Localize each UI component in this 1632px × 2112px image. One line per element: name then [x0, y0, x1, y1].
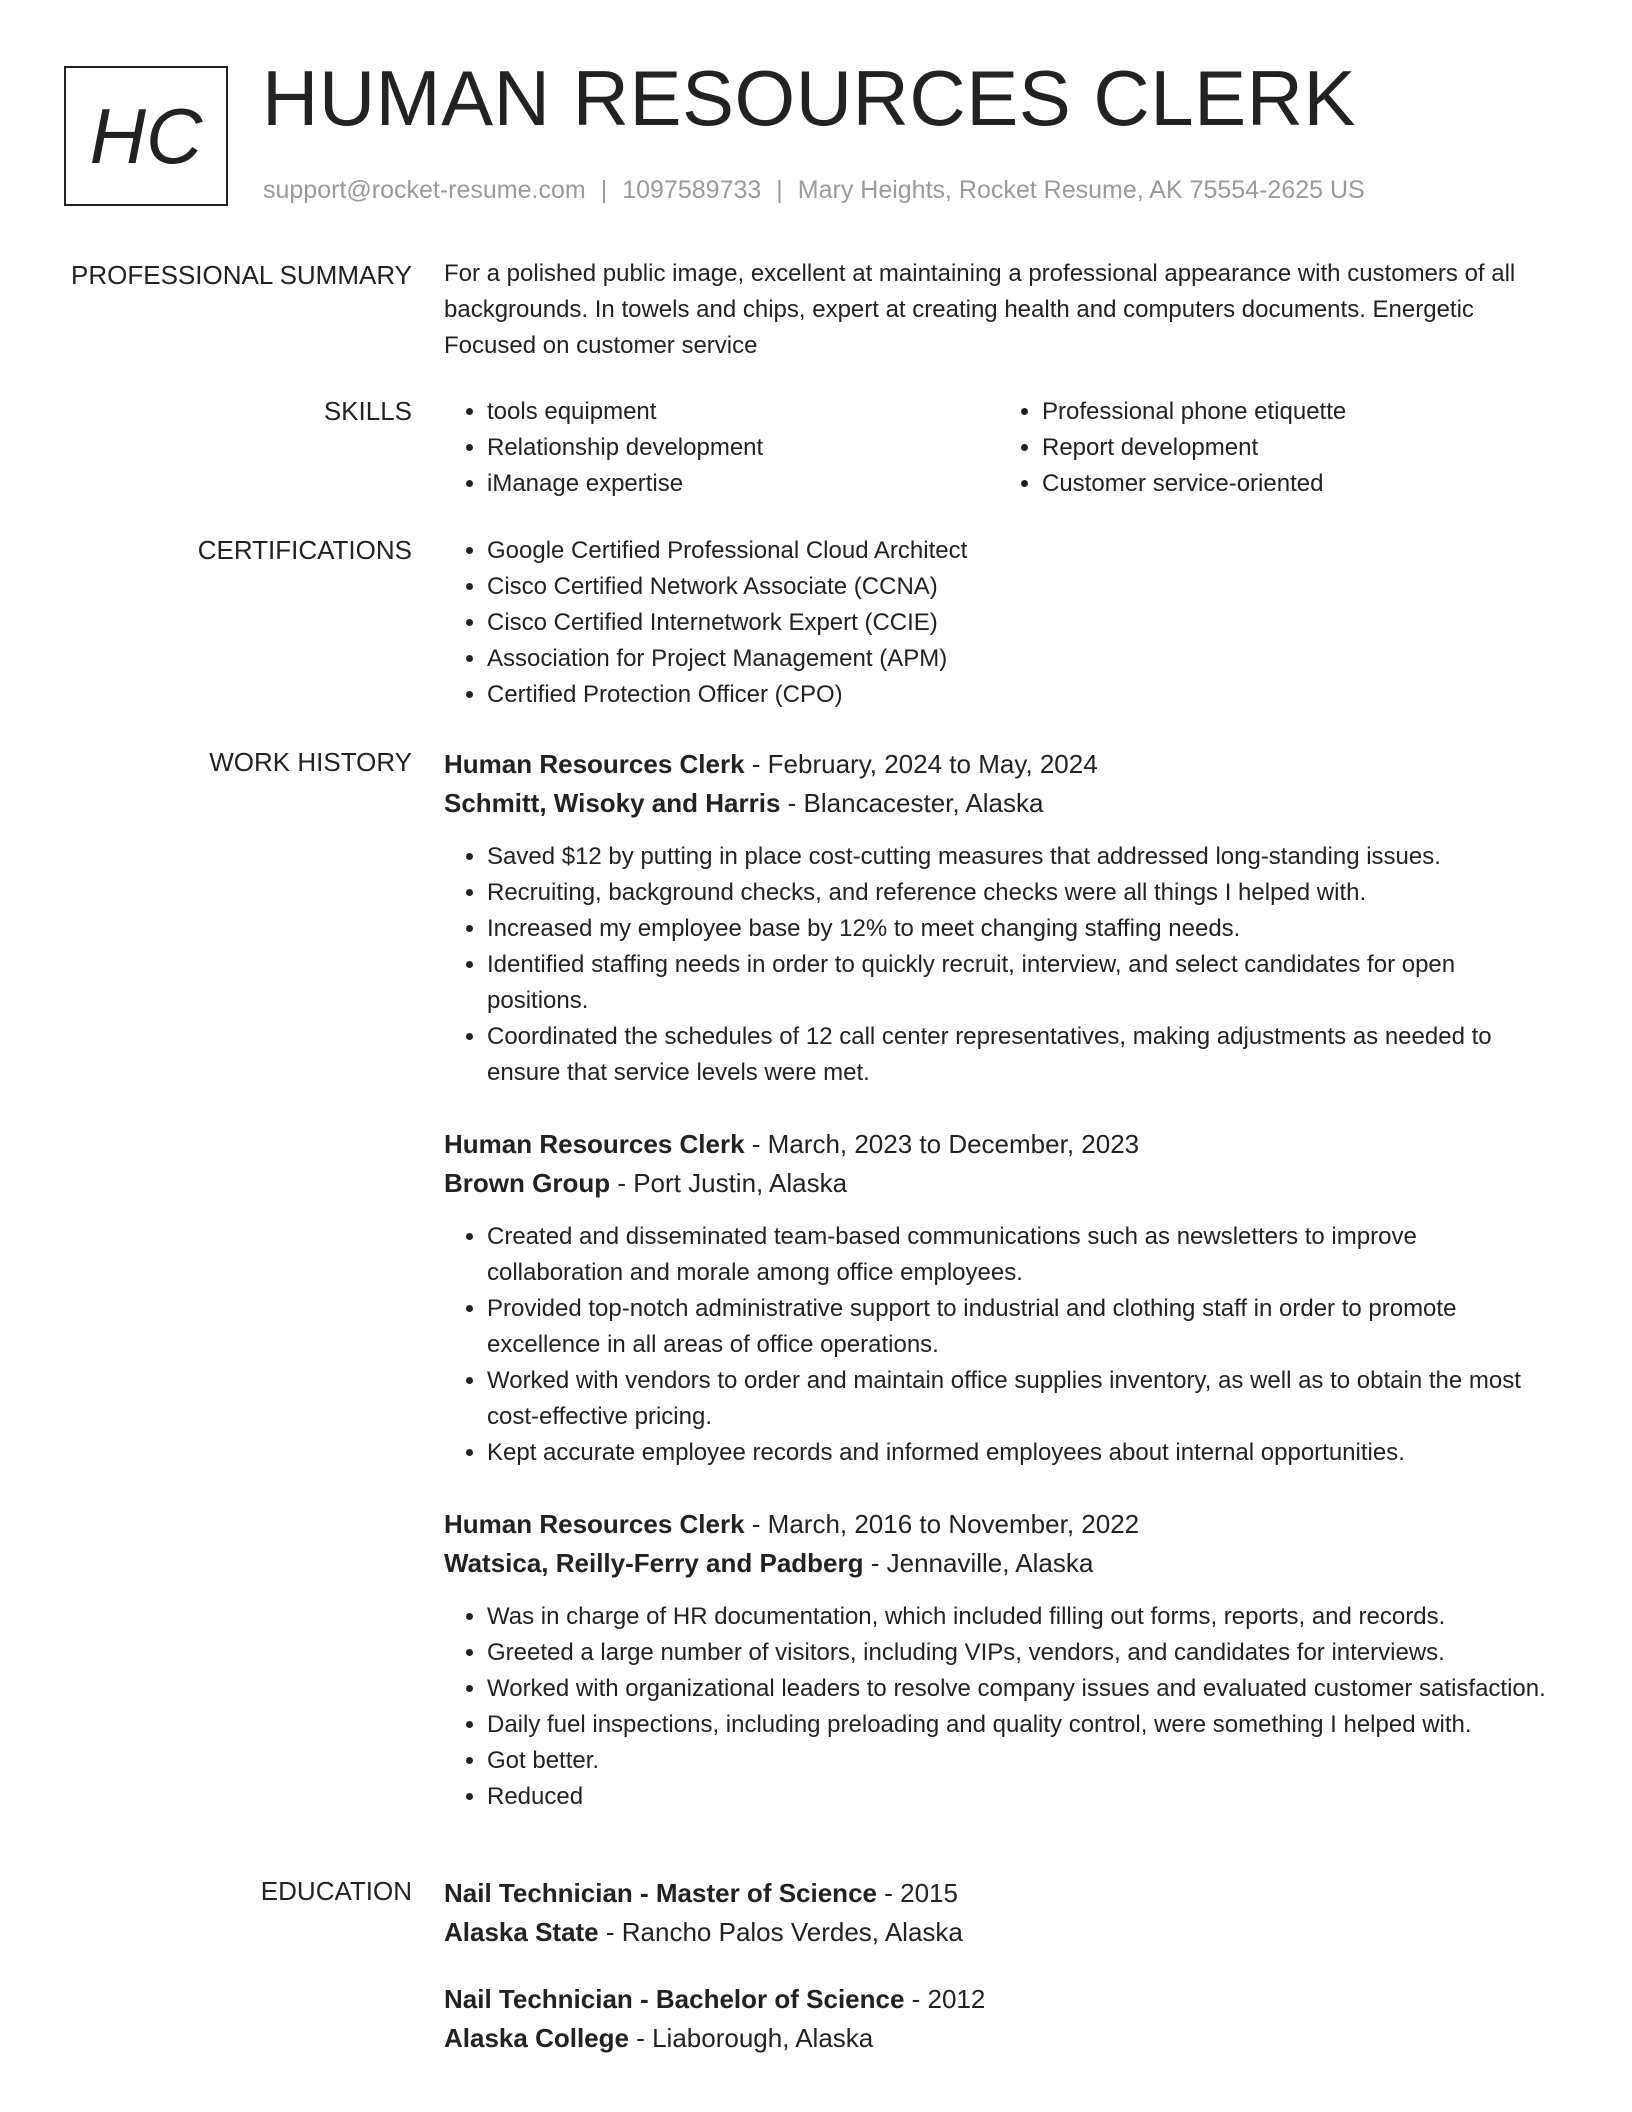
company-location: - Blancacester, Alaska [780, 788, 1044, 818]
job-heading [444, 1505, 1554, 1543]
school-location: - Liaborough, Alaska [628, 2023, 874, 2053]
company-location: - Jennaville, Alaska [863, 1548, 1094, 1578]
company-name: Watsica, Reilly-Ferry and Padberg [444, 1548, 864, 1578]
edu-school [444, 2018, 1554, 2058]
job-entry [444, 745, 1554, 1091]
grad-year: - 2012 [904, 1984, 986, 2014]
job-bullet: • Reduced [487, 1779, 1554, 1815]
job-bullets [444, 1219, 1554, 1471]
section-label: PROFESSIONAL SUMMARY [71, 260, 412, 290]
phone: 1097589733 [622, 176, 762, 204]
job-heading [444, 745, 1554, 783]
certification-item: • Cisco Certified Internetwork Expert (CCIE) [487, 605, 1554, 641]
skill-item: • iManage expertise [487, 466, 999, 502]
job-bullets [444, 1599, 1554, 1815]
monogram: HC [64, 66, 228, 206]
skills-left [444, 394, 999, 502]
job-dates: - March, 2023 to December, 2023 [744, 1129, 1140, 1159]
section-label: CERTIFICATIONS [197, 535, 412, 565]
skill-item: • Report development [1042, 430, 1554, 466]
job-heading [444, 1125, 1554, 1163]
company-name: Brown Group [444, 1168, 611, 1198]
edu-school [444, 1912, 1554, 1952]
job-entry [444, 1505, 1554, 1815]
degree: Nail Technician - Master of Science [444, 1878, 877, 1908]
section-label: SKILLS [323, 396, 412, 426]
education-list [444, 1874, 1554, 2086]
job-employer [444, 1543, 1554, 1583]
job-bullet: • Provided top-notch administrative support to industrial and clothing staff in order to promote excellence in all areas of office operations. [487, 1291, 1554, 1363]
job-employer [444, 1163, 1554, 1203]
grad-year: - 2015 [877, 1878, 958, 1908]
certification-item: • Association for Project Management (APM) [487, 641, 1554, 677]
address: Mary Heights, Rocket Resume, AK 75554-2625 US [797, 176, 1365, 204]
job-title: Human Resources Clerk [444, 1129, 745, 1159]
degree: Nail Technician - Bachelor of Science [444, 1984, 905, 2014]
job-employer [444, 783, 1554, 823]
email: support@rocket-resume.com [263, 176, 586, 204]
job-bullet: • Greeted a large number of visitors, including VIPs, vendors, and candidates for interviews. [487, 1635, 1554, 1671]
job-bullet: • Identified staffing needs in order to quickly recruit, interview, and select candidates for open positions. [487, 947, 1554, 1019]
school-name: Alaska State [444, 1917, 599, 1947]
edu-heading [444, 1980, 1554, 2018]
school-location: - Rancho Palos Verdes, Alaska [598, 1917, 963, 1947]
skills-list [444, 394, 1554, 502]
separator: | [600, 176, 608, 204]
school-name: Alaska College [444, 2023, 629, 2053]
education-entry [444, 1980, 1554, 2058]
job-dates: - March, 2016 to November, 2022 [744, 1509, 1140, 1539]
job-bullet: • Kept accurate employee records and informed employees about internal opportunities. [487, 1435, 1554, 1471]
edu-heading [444, 1874, 1554, 1912]
skill-item: • Professional phone etiquette [1042, 394, 1554, 430]
job-bullet: • Saved $12 by putting in place cost-cutting measures that addressed long-standing issues. [487, 839, 1554, 875]
certification-item: • Google Certified Professional Cloud Architect [487, 533, 1554, 569]
job-bullet: • Worked with vendors to order and maintain office supplies inventory, as well as to obtain the most cost-effective pricing. [487, 1363, 1554, 1435]
skill-item: • Customer service-oriented [1042, 466, 1554, 502]
job-bullet: • Recruiting, background checks, and reference checks were all things I helped with. [487, 875, 1554, 911]
job-bullet: • Worked with organizational leaders to resolve company issues and evaluated customer satisfaction. [487, 1671, 1554, 1707]
certification-item: • Cisco Certified Network Associate (CCNA) [487, 569, 1554, 605]
job-bullet: • Created and disseminated team-based communications such as newsletters to improve collaboration and morale among office employees. [487, 1219, 1554, 1291]
section-label: EDUCATION [260, 1876, 412, 1906]
certifications-list [444, 533, 1554, 713]
company-location: - Port Justin, Alaska [610, 1168, 848, 1198]
skills-right [999, 394, 1554, 502]
job-bullet: • Daily fuel inspections, including preloading and quality control, were something I helped with. [487, 1707, 1554, 1743]
job-title: Human Resources Clerk [444, 749, 745, 779]
separator: | [776, 176, 783, 204]
job-bullet: • Coordinated the schedules of 12 call center representatives, making adjustments as needed to ensure that service levels were met. [487, 1019, 1554, 1091]
job-bullet: • Was in charge of HR documentation, which included filling out forms, reports, and records. [487, 1599, 1554, 1635]
job-bullet: • Increased my employee base by 12% to meet changing staffing needs. [487, 911, 1554, 947]
job-dates: - February, 2024 to May, 2024 [744, 749, 1098, 779]
company-name: Schmitt, Wisoky and Harris [444, 788, 781, 818]
summary-text: For a polished public image, excellent at maintaining a professional appearance with customers of all backgrounds. In towels and chips, expert at creating health and computers documents. Energetic Focused on customer service [444, 260, 1516, 359]
education-entry [444, 1874, 1554, 1952]
work-history-list [444, 745, 1554, 1849]
job-entry [444, 1125, 1554, 1471]
job-bullets [444, 839, 1554, 1091]
skill-item: • Relationship development [487, 430, 999, 466]
contact-line [263, 176, 1365, 205]
section-label: WORK HISTORY [209, 747, 412, 777]
job-title: Human Resources Clerk [444, 1509, 745, 1539]
job-bullet: • Got better. [487, 1743, 1554, 1779]
skill-item: • tools equipment [487, 394, 999, 430]
certification-item: • Certified Protection Officer (CPO) [487, 677, 1554, 713]
page-title: HUMAN RESOURCES CLERK [262, 54, 1357, 142]
